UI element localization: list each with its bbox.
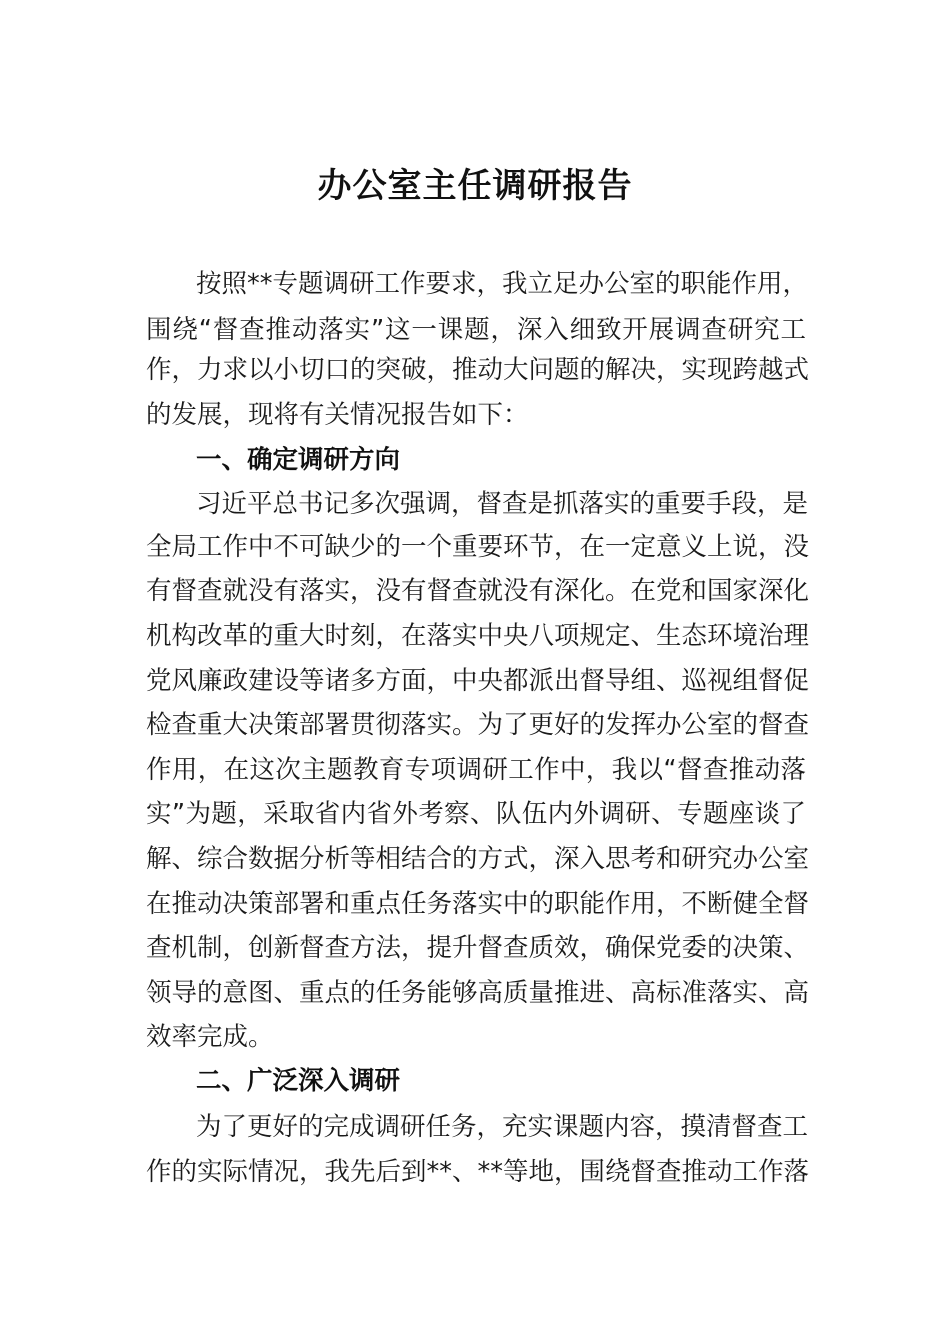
paragraph-line: 党风廉政建设等诸多方面，中央都派出督导组、巡视组督促 <box>146 666 810 696</box>
section-heading-2: 二、广泛深入调研 <box>196 1066 401 1096</box>
paragraph-line: 在推动决策部署和重点任务落实中的职能作用，不断健全督 <box>146 889 810 919</box>
paragraph-line: 作，力求以小切口的突破，推动大问题的解决，实现跨越式 <box>146 355 810 385</box>
paragraph-line: 习近平总书记多次强调，督查是抓落实的重要手段，是 <box>196 489 809 519</box>
paragraph-line: 检查重大决策部署贯彻落实。为了更好的发挥办公室的督查 <box>146 710 810 740</box>
paragraph-line: 的发展，现将有关情况报告如下： <box>146 400 529 430</box>
document-title: 办公室主任调研报告 <box>317 166 633 206</box>
section-heading-1: 一、确定调研方向 <box>196 445 401 475</box>
paragraph-line: 为了更好的完成调研任务，充实课题内容，摸清督查工 <box>196 1112 809 1142</box>
paragraph-line: 查机制，创新督查方法，提升督查质效，确保党委的决策、 <box>146 933 810 963</box>
paragraph-line: 机构改革的重大时刻，在落实中央八项规定、生态环境治理 <box>146 621 810 651</box>
paragraph-line: 领导的意图、重点的任务能够高质量推进、高标准落实、高 <box>146 978 810 1008</box>
paragraph-line: 解、综合数据分析等相结合的方式，深入思考和研究办公室 <box>146 844 810 874</box>
paragraph-line: 实”为题，采取省内省外考察、队伍内外调研、专题座谈了 <box>146 799 806 829</box>
paragraph-line: 全局工作中不可缺少的一个重要环节，在一定意义上说，没 <box>146 532 810 562</box>
paragraph-line: 作的实际情况，我先后到**、**等地，围绕督查推动工作落 <box>146 1157 810 1187</box>
paragraph-line: 围绕“督查推动落实”这一课题，深入细致开展调查研究工 <box>146 315 806 345</box>
paragraph-line: 有督查就没有落实，没有督查就没有深化。在党和国家深化 <box>146 576 810 606</box>
paragraph-line: 作用，在这次主题教育专项调研工作中，我以“督查推动落 <box>146 755 806 785</box>
paragraph-line: 按照**专题调研工作要求，我立足办公室的职能作用， <box>196 269 809 299</box>
paragraph-line: 效率完成。 <box>146 1022 274 1052</box>
